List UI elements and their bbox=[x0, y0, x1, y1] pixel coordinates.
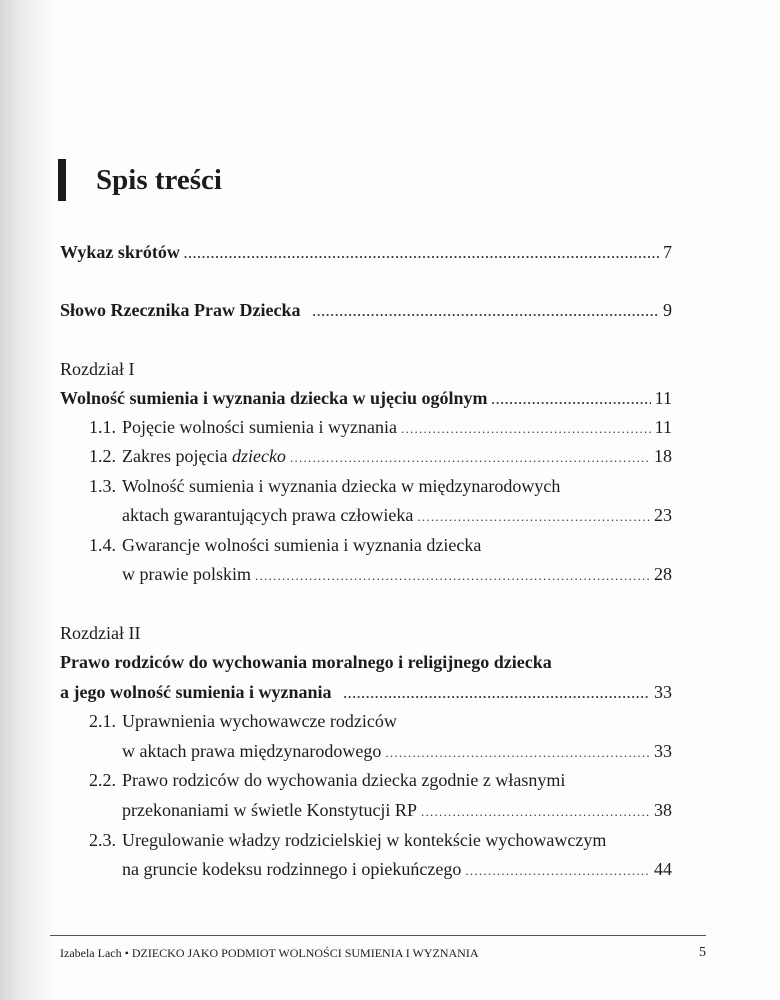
label-prefix: Zakres pojęcia bbox=[122, 446, 232, 466]
toc-page-number: 28 bbox=[654, 564, 672, 584]
toc-entry-label: Wolność sumienia i wyznania dziecka w ujęciu ogólnym bbox=[60, 388, 488, 408]
toc-page-number: 38 bbox=[654, 800, 672, 820]
toc-entry-2-2-line1[interactable] bbox=[60, 766, 672, 794]
leader-dots bbox=[401, 415, 651, 443]
toc-entry-1-4-line1[interactable] bbox=[60, 531, 672, 559]
section-number: 1.3. bbox=[89, 476, 116, 496]
toc-page-number: 33 bbox=[654, 682, 672, 702]
book-spine-shadow bbox=[0, 0, 56, 1000]
leader-dots bbox=[184, 240, 659, 268]
footer-rule bbox=[50, 935, 706, 936]
heading-bar-marker bbox=[58, 159, 66, 201]
leader-dots bbox=[417, 503, 650, 531]
leader-dots bbox=[421, 798, 650, 826]
toc-entry-label: Wolność sumienia i wyznania dziecka w międzynarodowych bbox=[122, 476, 561, 496]
toc-page-number: 44 bbox=[654, 859, 672, 879]
toc-heading bbox=[58, 158, 222, 202]
toc-entry-abbreviations[interactable] bbox=[60, 238, 672, 266]
toc-entry-ombudsman[interactable] bbox=[60, 296, 672, 324]
section-number: 2.3. bbox=[89, 830, 116, 850]
section-number: 1.1. bbox=[89, 417, 116, 437]
leader-dots bbox=[255, 562, 650, 590]
toc-entry-label: Uregulowanie władzy rodzicielskiej w kontekście wychowawczym bbox=[122, 830, 607, 850]
toc-entry-1-4-line2[interactable] bbox=[60, 560, 672, 588]
toc-entry-chapter-2-line2[interactable] bbox=[60, 678, 672, 706]
toc-entry-chapter-1[interactable] bbox=[60, 384, 672, 412]
toc-entry-label bbox=[122, 442, 286, 470]
toc-entry-label: na gruncie kodeksu rodzinnego i opiekuńczego bbox=[122, 859, 462, 879]
toc-page-number: 7 bbox=[663, 242, 672, 262]
section-number: 2.2. bbox=[89, 770, 116, 790]
footer-book-title: DZIECKO JAKO PODMIOT WOLNOŚCI SUMIENIA I WYZNANIA bbox=[131, 946, 479, 960]
leader-dots bbox=[385, 739, 650, 767]
label-emphasis: dziecko bbox=[231, 446, 286, 466]
toc-entry-label: przekonaniami w świetle Konstytucji RP bbox=[122, 800, 417, 820]
toc-entry-label: Prawo rodziców do wychowania moralnego i religijnego dziecka bbox=[60, 652, 552, 672]
toc-entry-2-1-line1[interactable] bbox=[60, 707, 672, 735]
toc-entry-2-2-line2[interactable] bbox=[60, 796, 672, 824]
toc-entry-label: w aktach prawa międzynarodowego bbox=[122, 741, 382, 761]
toc-page-number: 9 bbox=[663, 300, 672, 320]
toc-entry-1-2[interactable] bbox=[60, 442, 672, 470]
section-number: 1.4. bbox=[89, 535, 116, 555]
toc-entry-label: aktach gwarantujących prawa człowieka bbox=[122, 505, 414, 525]
leader-dots bbox=[290, 444, 650, 472]
toc-entry-chapter-2-line1[interactable] bbox=[60, 648, 672, 676]
chapter-1-label: Rozdział I bbox=[60, 359, 135, 379]
toc-entry-label: Prawo rodziców do wychowania dziecka zgodnie z własnymi bbox=[122, 770, 566, 790]
leader-dots bbox=[492, 386, 651, 414]
toc-entry-label: Wykaz skrótów bbox=[60, 242, 180, 262]
toc-entry-2-3-line2[interactable] bbox=[60, 855, 672, 883]
toc-entry-label: Gwarancje wolności sumienia i wyznania dziecka bbox=[122, 535, 482, 555]
toc-entry-2-3-line1[interactable] bbox=[60, 826, 672, 854]
page-title: Spis treści bbox=[96, 164, 222, 196]
toc-page-number: 11 bbox=[654, 417, 672, 437]
toc-entry-label: Słowo Rzecznika Praw Dziecka bbox=[60, 300, 301, 320]
footer-page-number: 5 bbox=[699, 945, 706, 960]
toc-page-number: 23 bbox=[654, 505, 672, 525]
section-number: 2.1. bbox=[89, 711, 116, 731]
toc-entry-label: Pojęcie wolności sumienia i wyznania bbox=[122, 417, 397, 437]
toc-entry-1-3-line1[interactable] bbox=[60, 472, 672, 500]
toc-entry-label: w prawie polskim bbox=[122, 564, 251, 584]
toc-entry-1-3-line2[interactable] bbox=[60, 501, 672, 529]
toc-page-number: 11 bbox=[654, 388, 672, 408]
toc-entry-label: a jego wolność sumienia i wyznania bbox=[60, 682, 332, 702]
toc-page-number: 33 bbox=[654, 741, 672, 761]
page-footer bbox=[60, 943, 706, 963]
footer-separator: • bbox=[124, 946, 129, 960]
toc-page-number: 18 bbox=[654, 446, 672, 466]
toc-entry-1-1[interactable] bbox=[60, 413, 672, 441]
leader-dots bbox=[465, 857, 650, 885]
footer-author: Izabela Lach bbox=[60, 946, 122, 960]
section-number: 1.2. bbox=[89, 446, 116, 466]
toc-entry-label: Uprawnienia wychowawcze rodziców bbox=[122, 711, 397, 731]
leader-dots bbox=[312, 298, 659, 326]
toc-entry-2-1-line2[interactable] bbox=[60, 737, 672, 765]
chapter-2-label: Rozdział II bbox=[60, 623, 141, 643]
leader-dots bbox=[344, 680, 650, 708]
